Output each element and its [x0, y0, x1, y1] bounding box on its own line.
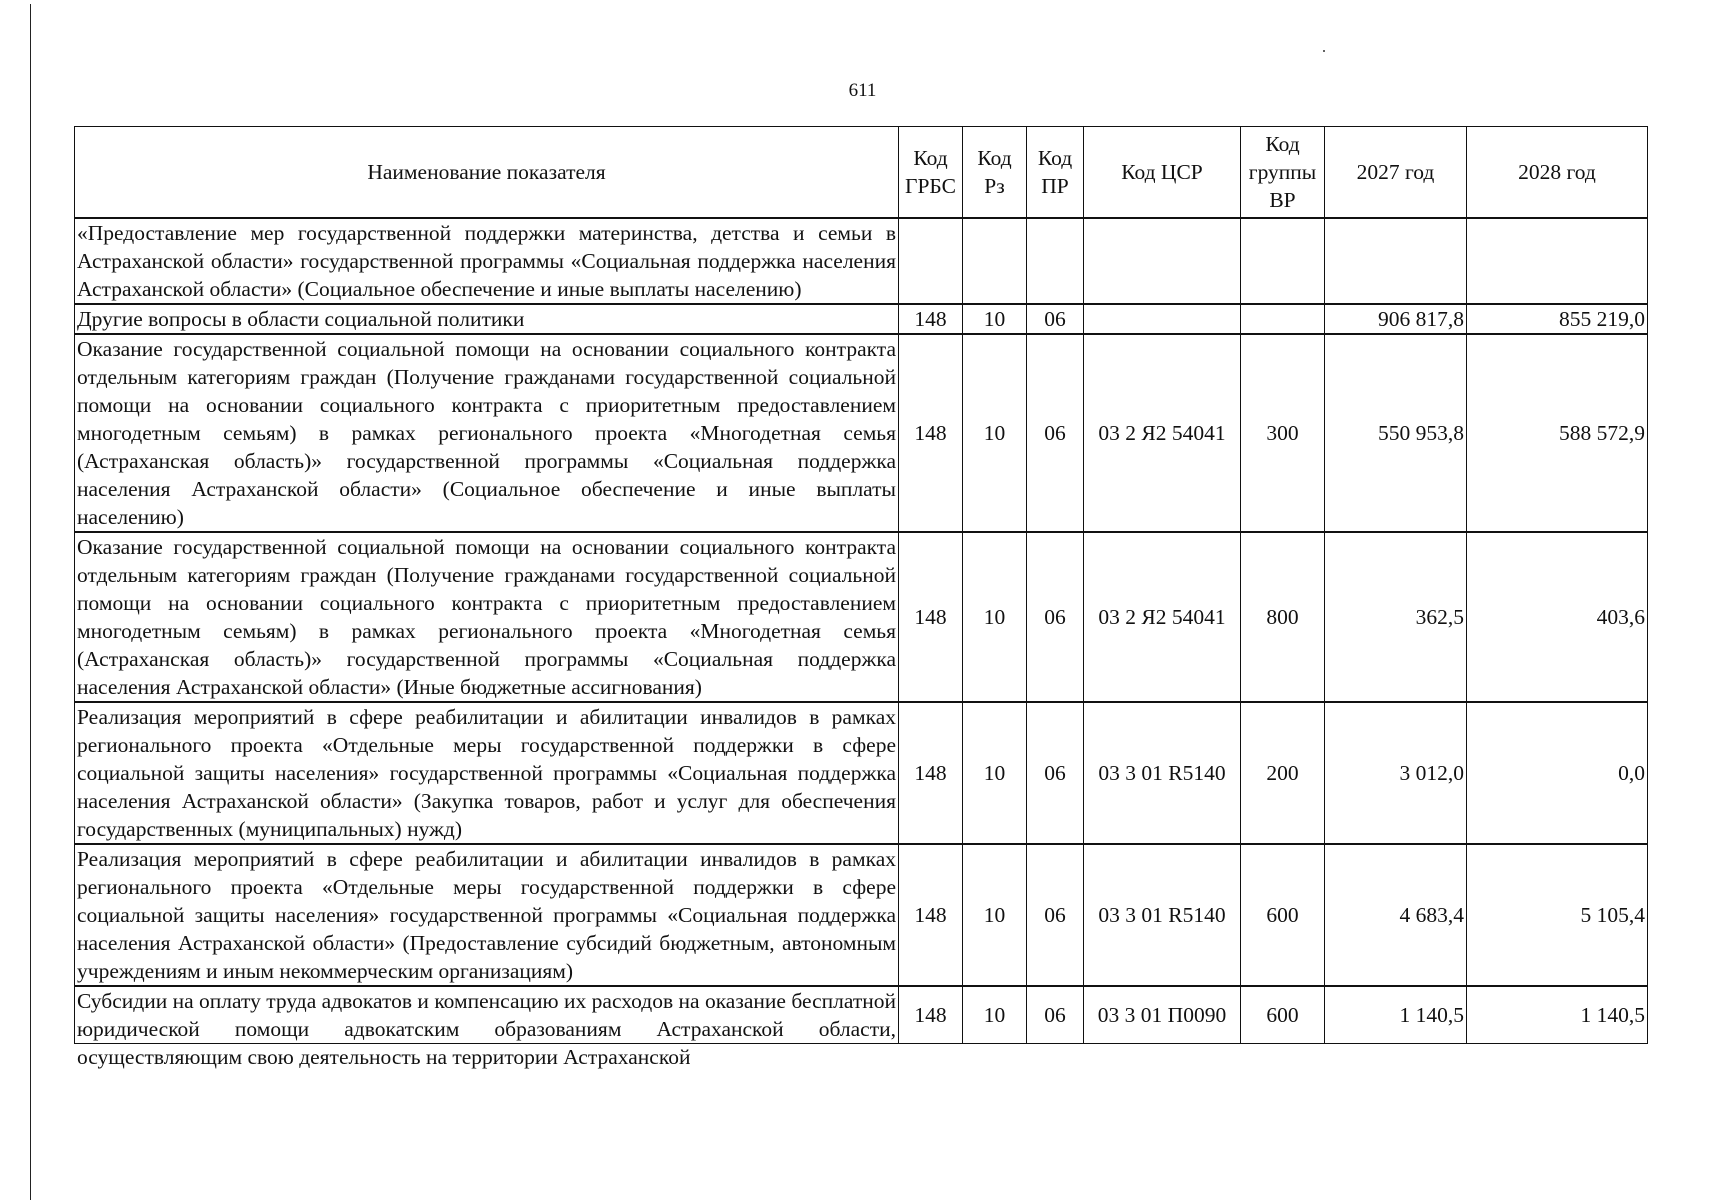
- header-csr: Код ЦСР: [1084, 127, 1241, 219]
- row-2027: [1325, 218, 1467, 304]
- row-2028: 1 140,5: [1467, 986, 1648, 1044]
- row-pr: 06: [1027, 844, 1084, 986]
- row-pr: 06: [1027, 304, 1084, 334]
- header-grbs: Код ГРБС: [899, 127, 963, 219]
- row-rz: 10: [963, 304, 1027, 334]
- row-vr: [1241, 304, 1325, 334]
- row-csr: 03 3 01 R5140: [1084, 702, 1241, 844]
- row-name: Субсидии на оплату труда адвокатов и компенсацию их расходов на оказание бесплатной юридической помощи адвокатским образованиям Астраханской области, осуществляющим свою деятельность на территории Астраханской: [77, 989, 896, 1069]
- row-2028: 0,0: [1467, 702, 1648, 844]
- row-2028: 588 572,9: [1467, 334, 1648, 532]
- row-2028: 855 219,0: [1467, 304, 1648, 334]
- scan-speck: [1323, 50, 1325, 52]
- row-name: Оказание государственной социальной помощи на основании социального контракта отдельным категориям граждан (Получение гражданами государственной социальной помощи на основании социального контракта с приоритетным предоставлением многодетным семьям) в рамках регионального проекта «Многодетная семья (Астраханская область)» государственной программы «Социальная поддержка населения Астраханской области» (Иные бюджетные ассигнования): [75, 532, 899, 702]
- budget-table: [74, 126, 1648, 1069]
- row-name: «Предоставление мер государственной поддержки материнства, детства и семьи в Астраханской области» государственной программы «Социальная поддержка населения Астраханской области» (Социальное обеспечение и иные выплаты населению): [75, 218, 899, 304]
- row-2028: 403,6: [1467, 532, 1648, 702]
- row-vr: 300: [1241, 334, 1325, 532]
- row-rz: 10: [963, 702, 1027, 844]
- row-grbs: 148: [899, 334, 963, 532]
- row-pr: 06: [1027, 334, 1084, 532]
- left-margin-rule: [30, 4, 31, 1200]
- row-2027: 906 817,8: [1325, 304, 1467, 334]
- row-vr: 200: [1241, 702, 1325, 844]
- row-csr: [1084, 218, 1241, 304]
- header-2027: 2027 год: [1325, 127, 1467, 219]
- row-2027: 362,5: [1325, 532, 1467, 702]
- row-name: Оказание государственной социальной помощи на основании социального контракта отдельным категориям граждан (Получение гражданами государственной социальной помощи на основании социального контракта с приоритетным предоставлением многодетным семьям) в рамках регионального проекта «Многодетная семья (Астраханская область)» государственной программы «Социальная поддержка населения Астраханской области» (Социальное обеспечение и иные выплаты населению): [75, 334, 899, 532]
- row-pr: 06: [1027, 532, 1084, 702]
- header-vr: Код группы ВР: [1241, 127, 1325, 219]
- table-row: [75, 702, 1648, 844]
- row-csr: [1084, 304, 1241, 334]
- table-header-row: [75, 127, 1648, 219]
- header-2028: 2028 год: [1467, 127, 1648, 219]
- row-2028: [1467, 218, 1648, 304]
- page-number: 611: [848, 80, 877, 101]
- table-row: [75, 334, 1648, 532]
- table-row: [75, 218, 1648, 304]
- row-rz: 10: [963, 532, 1027, 702]
- row-2027: 3 012,0: [1325, 702, 1467, 844]
- row-csr: 03 3 01 R5140: [1084, 844, 1241, 986]
- row-rz: [963, 218, 1027, 304]
- row-name-cell: [75, 986, 899, 1069]
- row-grbs: [899, 218, 963, 304]
- row-grbs: 148: [899, 304, 963, 334]
- row-grbs: 148: [899, 702, 963, 844]
- table-row: [75, 304, 1648, 334]
- table-row: [75, 986, 1648, 1044]
- row-vr: [1241, 218, 1325, 304]
- row-name: Реализация мероприятий в сфере реабилитации и абилитации инвалидов в рамках регионального проекта «Отдельные меры государственной поддержки в сфере социальной защиты населения» государственной программы «Социальная поддержка населения Астраханской области» (Закупка товаров, работ и услуг для обеспечения государственных (муниципальных) нужд): [75, 702, 899, 844]
- row-name: Другие вопросы в области социальной политики: [75, 304, 899, 334]
- row-rz: 10: [963, 844, 1027, 986]
- row-2027: 1 140,5: [1325, 986, 1467, 1044]
- row-2027: 550 953,8: [1325, 334, 1467, 532]
- row-pr: 06: [1027, 702, 1084, 844]
- row-csr: 03 3 01 П0090: [1084, 986, 1241, 1044]
- row-csr: 03 2 Я2 54041: [1084, 532, 1241, 702]
- row-name: Реализация мероприятий в сфере реабилитации и абилитации инвалидов в рамках регионального проекта «Отдельные меры государственной поддержки в сфере социальной защиты населения» государственной программы «Социальная поддержка населения Астраханской области» (Предоставление субсидий бюджетным, автономным учреждениям и иным некоммерческим организациям): [75, 844, 899, 986]
- row-vr: 600: [1241, 844, 1325, 986]
- table-row: [75, 532, 1648, 702]
- row-pr: 06: [1027, 986, 1084, 1044]
- row-csr: 03 2 Я2 54041: [1084, 334, 1241, 532]
- header-pr: Код ПР: [1027, 127, 1084, 219]
- row-grbs: 148: [899, 532, 963, 702]
- row-grbs: 148: [899, 844, 963, 986]
- header-name: Наименование показателя: [75, 127, 899, 219]
- row-vr: 800: [1241, 532, 1325, 702]
- row-vr: 600: [1241, 986, 1325, 1044]
- row-2028: 5 105,4: [1467, 844, 1648, 986]
- row-2027: 4 683,4: [1325, 844, 1467, 986]
- row-rz: 10: [963, 334, 1027, 532]
- row-rz: 10: [963, 986, 1027, 1044]
- table-row: [75, 844, 1648, 986]
- row-pr: [1027, 218, 1084, 304]
- header-rz: Код Рз: [963, 127, 1027, 219]
- row-grbs: 148: [899, 986, 963, 1044]
